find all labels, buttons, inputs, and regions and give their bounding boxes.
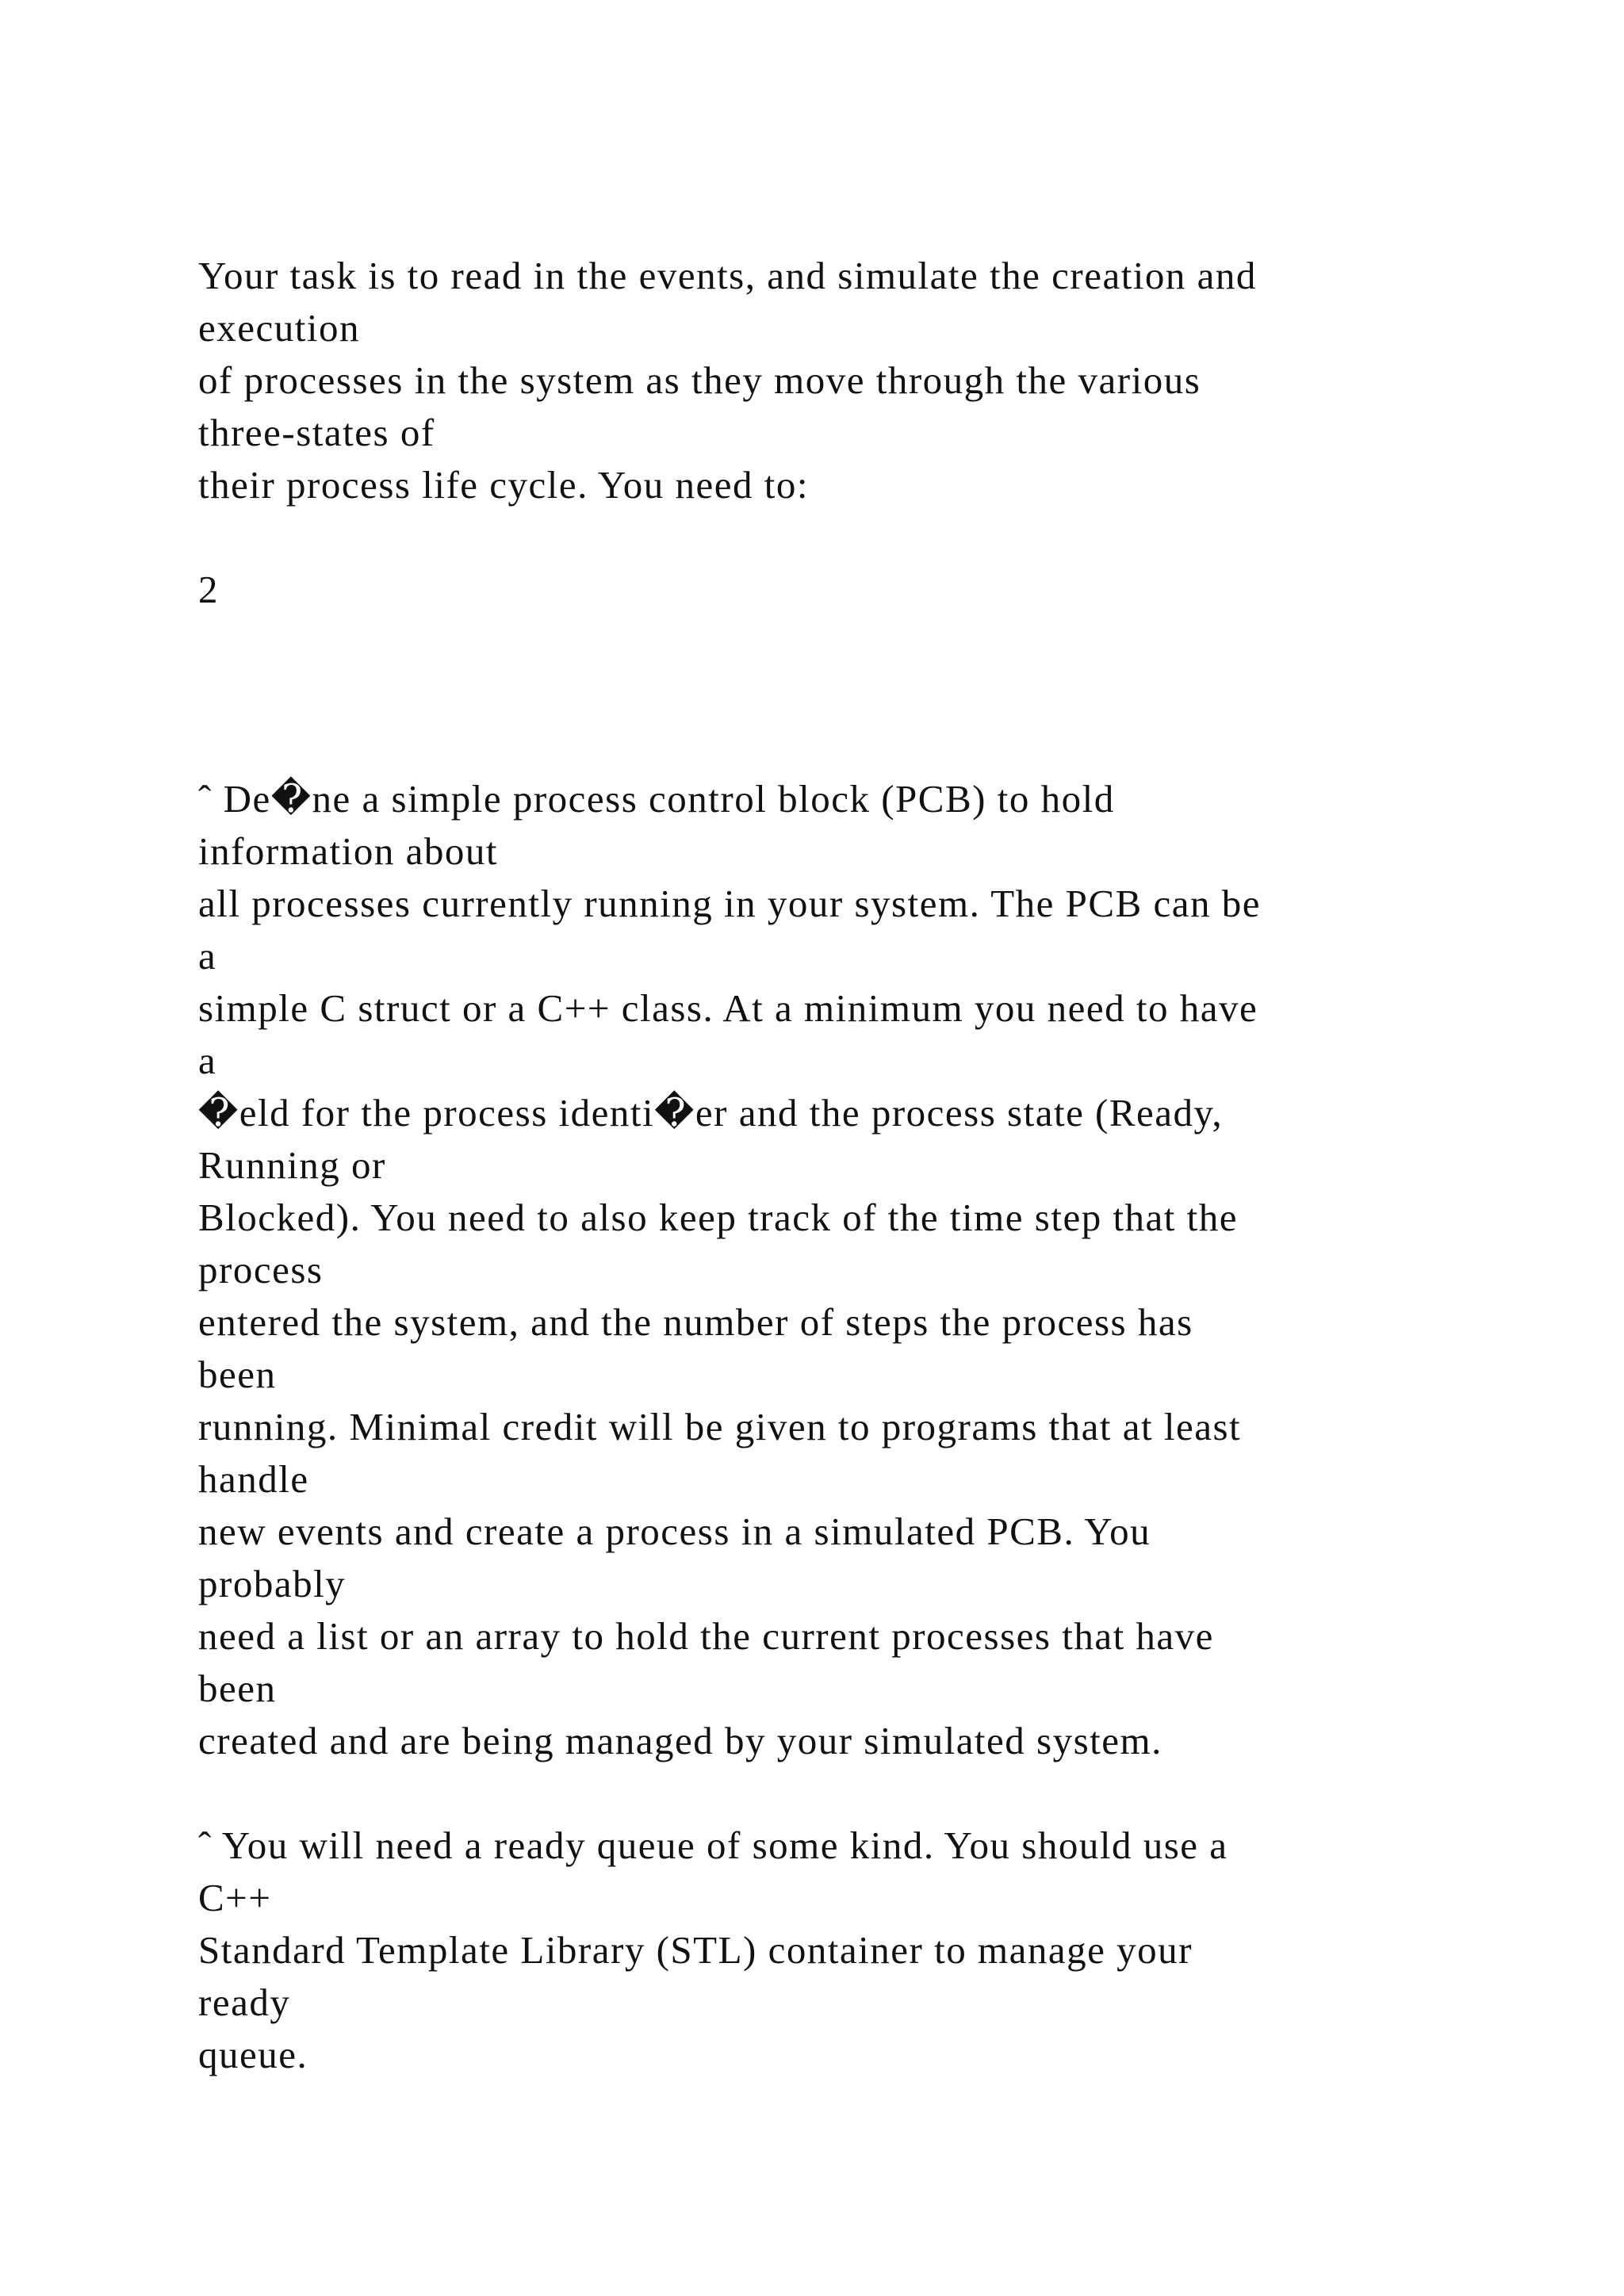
page-number: 2 [198, 568, 219, 611]
text-line: new events and create a process in a simulated PCB. You [198, 1510, 1151, 1553]
text-line: running. Minimal credit will be given to programs that at least [198, 1405, 1242, 1448]
text-line: their process life cycle. You need to: [198, 463, 810, 507]
text-line: been [198, 1667, 277, 1710]
text-line: C++ [198, 1876, 272, 1919]
text-line: created and are being managed by your simulated system. [198, 1719, 1162, 1762]
text-line: of processes in the system as they move through the various [198, 358, 1201, 402]
text-line: handle [198, 1457, 309, 1501]
text-line: a [198, 1039, 217, 1082]
text-line: entered the system, and the number of steps the process has [198, 1300, 1193, 1344]
text-line: Running or [198, 1143, 386, 1187]
text-line: execution [198, 306, 360, 350]
text-line: Your task is to read in the events, and simulate the creation and [198, 254, 1257, 297]
text-line: Standard Template Library (STL) container to manage your [198, 1928, 1193, 1972]
text-line: information about [198, 829, 498, 873]
text-line: probably [198, 1562, 347, 1605]
text-line: three-states of [198, 411, 435, 454]
text-line: ready [198, 1980, 291, 2024]
text-line: Blocked). You need to also keep track of the time step that the [198, 1196, 1239, 1239]
text-line: �eld for the process identi�er and the process state (Ready, [198, 1091, 1224, 1135]
text-line: been [198, 1353, 277, 1396]
text-line: need a list or an array to hold the current processes that have [198, 1614, 1214, 1658]
text-line: ˆ You will need a ready queue of some kind. You should use a [198, 1823, 1228, 1867]
text-line: a [198, 934, 217, 978]
text-line: all processes currently running in your system. The PCB can be [198, 882, 1261, 925]
text-line: process [198, 1248, 324, 1292]
text-line: ˆ De�ne a simple process control block (PCB) to hold [198, 777, 1115, 821]
text-line: queue. [198, 2033, 308, 2076]
text-line: simple C struct or a C++ class. At a minimum you need to have [198, 986, 1258, 1030]
